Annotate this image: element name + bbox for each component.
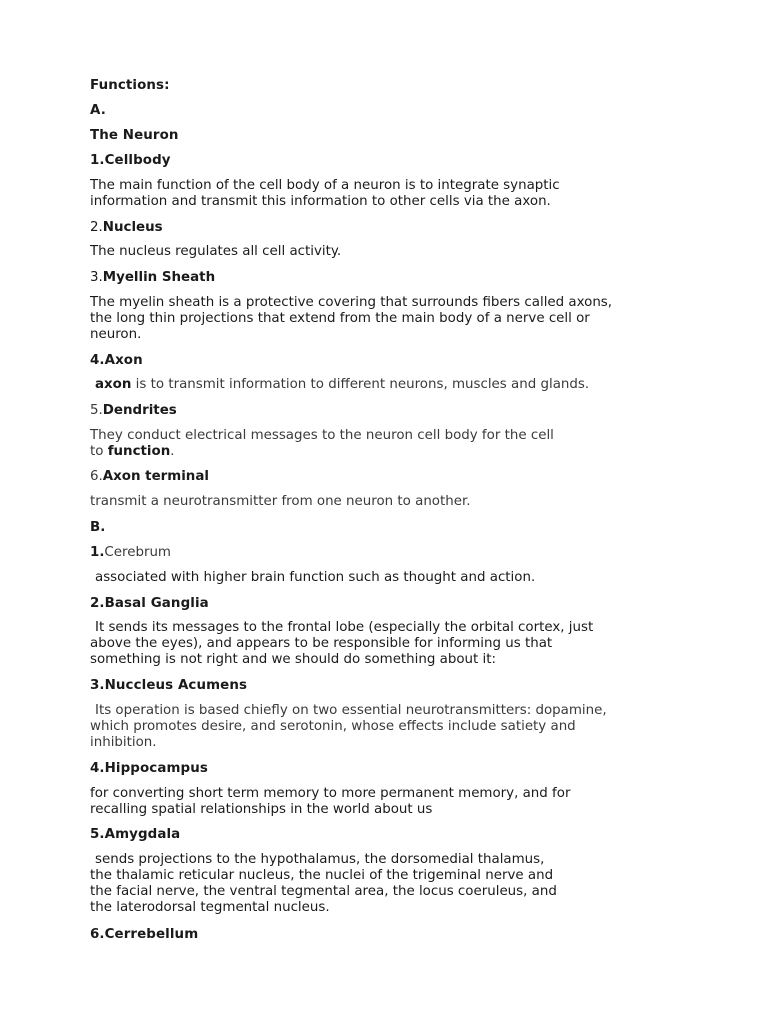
item5-text-line: They conduct electrical messages to the neuron cell body for the cell (90, 428, 554, 443)
item3-number: 3. (90, 270, 103, 285)
item3-heading (90, 270, 215, 287)
item3-text-line: neuron. (90, 327, 142, 342)
item5-text-line (90, 444, 175, 461)
b3-text-line: inhibition. (90, 735, 157, 750)
item3-text-line: the long thin projections that extend from the main body of a nerve cell or (90, 311, 590, 326)
b5-text-line: the laterodorsal tegmental nucleus. (90, 900, 330, 915)
item3-text-line: The myelin sheath is a protective covering that surrounds fibers called axons, (90, 295, 613, 310)
item5-line2-post: . (170, 444, 175, 459)
item5-line2-bold: function (107, 444, 171, 459)
item1-text-line: The main function of the cell body of a neuron is to integrate synaptic (90, 178, 560, 193)
item4-text-line (90, 377, 589, 394)
b3-text-line: Its operation is based chiefly on two essential neurotransmitters: dopamine, (95, 703, 607, 718)
item4-number: 4. (90, 353, 105, 368)
item6-number: 6. (90, 469, 103, 484)
item4-heading (90, 353, 143, 370)
b3-heading (90, 678, 247, 695)
item5-line2-pre: to (90, 444, 108, 459)
item6-title: Axon terminal (102, 469, 209, 484)
item5-number: 5. (90, 403, 103, 418)
item4-text: is to transmit information to different neurons, muscles and glands. (131, 377, 590, 392)
section-b-label: B. (90, 520, 106, 535)
b2-text-line: above the eyes), and appears to be responsible for informing us that (90, 636, 553, 651)
b4-number: 4. (90, 761, 105, 776)
neuron-title: The Neuron (90, 128, 179, 143)
item5-heading (90, 403, 177, 420)
b2-number: 2. (90, 596, 105, 611)
item1-text-line: information and transmit this information to other cells via the axon. (90, 194, 551, 209)
item2-text-line: The nucleus regulates all cell activity. (90, 244, 342, 259)
item1-title: Cellbody (104, 153, 171, 168)
item3-title: Myellin Sheath (102, 270, 216, 285)
b4-text-line: recalling spatial relationships in the world about us (90, 802, 433, 817)
b5-text-line: sends projections to the hypothalamus, the dorsomedial thalamus, (95, 852, 545, 867)
item5-title: Dendrites (102, 403, 177, 418)
b1-text-line: associated with higher brain function such as thought and action. (95, 570, 536, 585)
b1-number: 1. (90, 545, 105, 560)
b6-title: Cerrebellum (104, 927, 199, 942)
item2-number: 2. (90, 220, 103, 235)
b2-heading (90, 596, 209, 613)
item1-heading (90, 153, 171, 170)
item1-number: 1. (90, 153, 105, 168)
item2-heading (90, 220, 163, 237)
b4-text-line: for converting short term memory to more permanent memory, and for (90, 786, 571, 801)
item4-title: Axon (104, 353, 143, 368)
item2-title: Nucleus (102, 220, 163, 235)
b6-heading (90, 927, 198, 944)
b5-text-line: the thalamic reticular nucleus, the nuclei of the trigeminal nerve and (90, 868, 554, 883)
b5-heading (90, 827, 180, 844)
section-a-label: A. (90, 103, 106, 118)
b2-text-line: It sends its messages to the frontal lobe (especially the orbital cortex, just (95, 620, 594, 635)
item6-text-line: transmit a neurotransmitter from one neuron to another. (90, 494, 471, 509)
b5-title: Amygdala (104, 827, 181, 842)
b1-title: Cerebrum (104, 545, 171, 560)
b3-text-line: which promotes desire, and serotonin, whose effects include satiety and (90, 719, 576, 734)
functions-heading: Functions: (90, 78, 170, 93)
b2-text-line: something is not right and we should do something about it: (90, 652, 497, 667)
item6-heading (90, 469, 209, 486)
b5-number: 5. (90, 827, 105, 842)
b5-text-line: the facial nerve, the ventral tegmental area, the locus coeruleus, and (90, 884, 557, 899)
b2-title: Basal Ganglia (104, 596, 209, 611)
b4-title: Hippocampus (104, 761, 208, 776)
item4-bold-lead: axon (95, 377, 132, 392)
b3-number: 3. (90, 678, 105, 693)
b4-heading (90, 761, 208, 778)
b3-title: Nuccleus Acumens (104, 678, 248, 693)
b1-heading (90, 545, 171, 562)
b6-number: 6. (90, 927, 105, 942)
